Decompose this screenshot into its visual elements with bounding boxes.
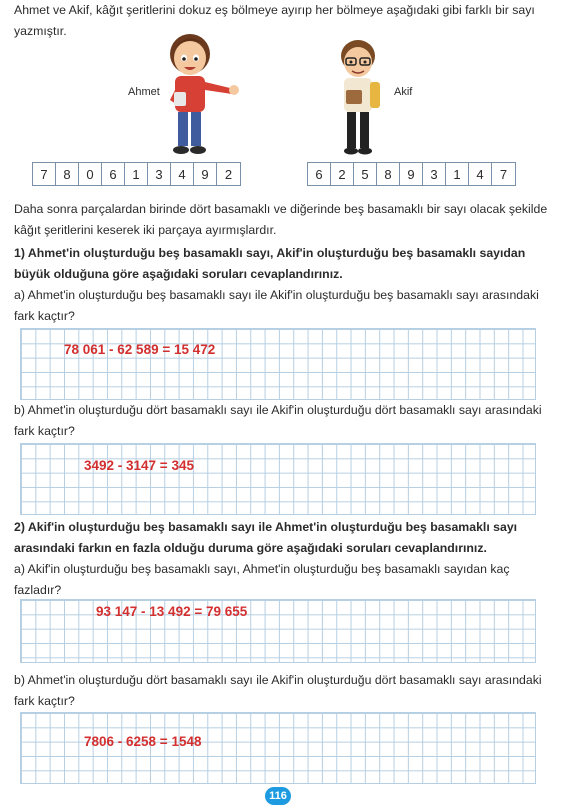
strip-cell: 1 [446,163,469,185]
strip-cell: 5 [354,163,377,185]
q2-b-text: b) Ahmet'in oluşturduğu dört basamaklı sayı ile Akif'in oluşturduğu dört basamaklı sayı arasındaki fark kaçtır? [14,673,542,708]
ahmet-name: Ahmet [128,86,160,98]
strip-cell: 8 [377,163,400,185]
q1-b-answer: 3492 - 3147 = 345 [84,458,194,473]
q2-a-answer: 93 147 - 13 492 = 79 655 [96,604,248,619]
strip-cell: 4 [171,163,194,185]
q1-a-answer: 78 061 - 62 589 = 15 472 [64,342,216,357]
akif-strip [307,162,516,186]
strip-cell: 6 [102,163,125,185]
q2-b-answer: 7806 - 6258 = 1548 [84,734,202,749]
ahmet-illustration [160,28,250,160]
q2-title: 2) Akif'in oluşturduğu beş basamaklı sayı ile Ahmet'in oluşturduğu beş basamaklı sayı arasındaki farkın en fazla olduğu duruma göre aşağıdaki soruları cevaplandırınız. [14,520,518,555]
strip-cell: 2 [224,166,233,182]
strip-cell: 8 [56,163,79,185]
strip-cell: 9 [400,163,423,185]
q1-b-text: b) Ahmet'in oluşturduğu dört basamaklı sayı ile Akif'in oluşturduğu dört basamaklı sayı arasındaki fark kaçtır? [14,403,542,438]
page-number-badge: 116 [265,787,291,805]
strip-cell: 6 [308,163,331,185]
strip-cell: 3 [148,163,171,185]
strip-cell: 0 [79,163,102,185]
strip-cell: 2 [331,163,354,185]
strip-cell: 3 [423,163,446,185]
ahmet-strip [32,162,241,186]
q1-b-answer-grid[interactable] [20,443,536,515]
strip-cell: 1 [125,163,148,185]
akif-illustration [330,36,390,158]
akif-name: Akif [394,86,413,98]
q1-a-text: a) Ahmet'in oluşturduğu beş basamaklı sayı ile Akif'in oluşturduğu beş basamaklı sayı arasındaki fark kaçtır? [14,288,539,323]
strip-cell: 7 [499,166,508,182]
q2-a-text: a) Akif'in oluşturduğu beş basamaklı sayı, Ahmet'in oluşturduğu beş basamaklı sayıdan kaç fazladır? [14,562,510,597]
intro-text: Ahmet ve Akif, kâğıt şeritlerini dokuz eş bölmeye ayırıp her bölmeye aşağıdaki gibi farklı bir sayı yazmıştır. [14,3,535,38]
q1-a-answer-grid[interactable] [20,328,536,400]
strip-cell: 4 [469,163,492,185]
strip-cell: 9 [194,163,217,185]
description-paragraph: Daha sonra parçalardan birinde dört basamaklı ve diğerinde beş basamaklı bir sayı olacak şekilde kâğıt şeritlerini keserek iki parçaya ayırmışlardır. [14,202,548,237]
q1-title: 1) Ahmet'in oluşturduğu beş basamaklı sayı, Akif'in oluşturduğu beş basamaklı sayıdan büyük olduğuna göre aşağıdaki soruları cevaplandırınız. [14,246,526,281]
strip-cell: 7 [33,163,56,185]
